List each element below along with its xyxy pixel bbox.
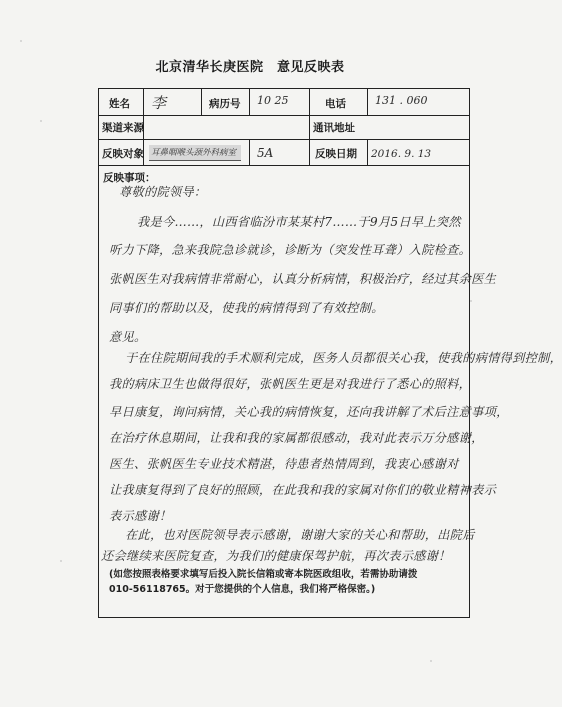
department-value: 耳鼻咽喉头颈外科病室 <box>151 148 237 158</box>
scan-speck <box>60 560 62 562</box>
letter-line: 我是今……，山西省临汾市某某村7……于9月5日早上突然 <box>137 215 461 229</box>
scan-speck <box>40 120 42 122</box>
record-no-value: 10 25 <box>257 94 289 107</box>
date-value: 2016. 9. 13 <box>371 148 432 160</box>
letter-body <box>99 89 562 563</box>
letter-line: 我的病床卫生也做得很好，张帆医生更是对我进行了悉心的照料， <box>109 377 472 391</box>
letter-line: 在此，也对医院领导表示感谢，谢谢大家的关心和帮助，出院后 <box>125 528 475 542</box>
letter-line: 医生、张帆医生专业技术精湛，待患者热情周到，我衷心感谢对 <box>109 457 459 471</box>
scan-speck <box>430 660 432 662</box>
footer-line-1: (如您按照表格要求填写后投入院长信箱或寄本院医政组收，若需协助请拨 <box>109 569 418 580</box>
scan-speck <box>20 40 22 42</box>
letter-line: 早日康复，询问病情，关心我的病情恢复，还向我讲解了术后注意事项， <box>109 405 509 419</box>
letter-line: 表示感谢！ <box>109 509 172 523</box>
feedback-form <box>98 88 562 618</box>
bed-value: 5A <box>257 146 274 160</box>
name-label: 姓名 <box>109 98 130 110</box>
letter-line: 让我康复得到了良好的照顾，在此我和我的家属对你们的敬业精神表示 <box>109 483 497 497</box>
letter-line: 意见。 <box>109 330 147 344</box>
record-no-label: 病历号 <box>209 98 241 110</box>
name-value: 李 <box>151 94 167 112</box>
letter-line: 尊敬的院领导： <box>119 185 207 199</box>
form-title: 北京清华长庚医院 意见反映表 <box>155 60 345 75</box>
footer-line-2: 010-56118765。对于您提供的个人信息，我们将严格保密。) <box>109 584 376 595</box>
letter-line: 还会继续来医院复查，为我们的健康保驾护航，再次表示感谢！ <box>101 549 451 563</box>
phone-label: 电话 <box>325 98 346 110</box>
footer-note <box>109 567 459 597</box>
source-label: 渠道来源 <box>102 122 144 134</box>
matters-label: 反映事项： <box>103 172 156 184</box>
letter-line: 同事们的帮助以及，使我的病情得到了有效控制。 <box>109 301 384 315</box>
date-label: 反映日期 <box>315 148 357 160</box>
letter-line: 于在住院期间我的手术顺利完成，医务人员都很关心我，使我的病情得到控制， <box>125 351 562 365</box>
department-label: 反映对象 <box>102 148 144 160</box>
phone-value: 131 . 060 <box>375 94 428 107</box>
letter-line: 听力下降，急来我院急诊就诊，诊断为（突发性耳聋）入院检查。 <box>109 243 472 257</box>
letter-line: 在治疗休息期间，让我和我的家属都很感动，我对此表示万分感谢， <box>109 431 484 445</box>
letter-line: 张帆医生对我病情非常耐心，认真分析病情，积极治疗，经过其余医生 <box>109 272 497 286</box>
scan-speck <box>470 300 472 302</box>
address-label: 通讯地址 <box>313 122 355 134</box>
